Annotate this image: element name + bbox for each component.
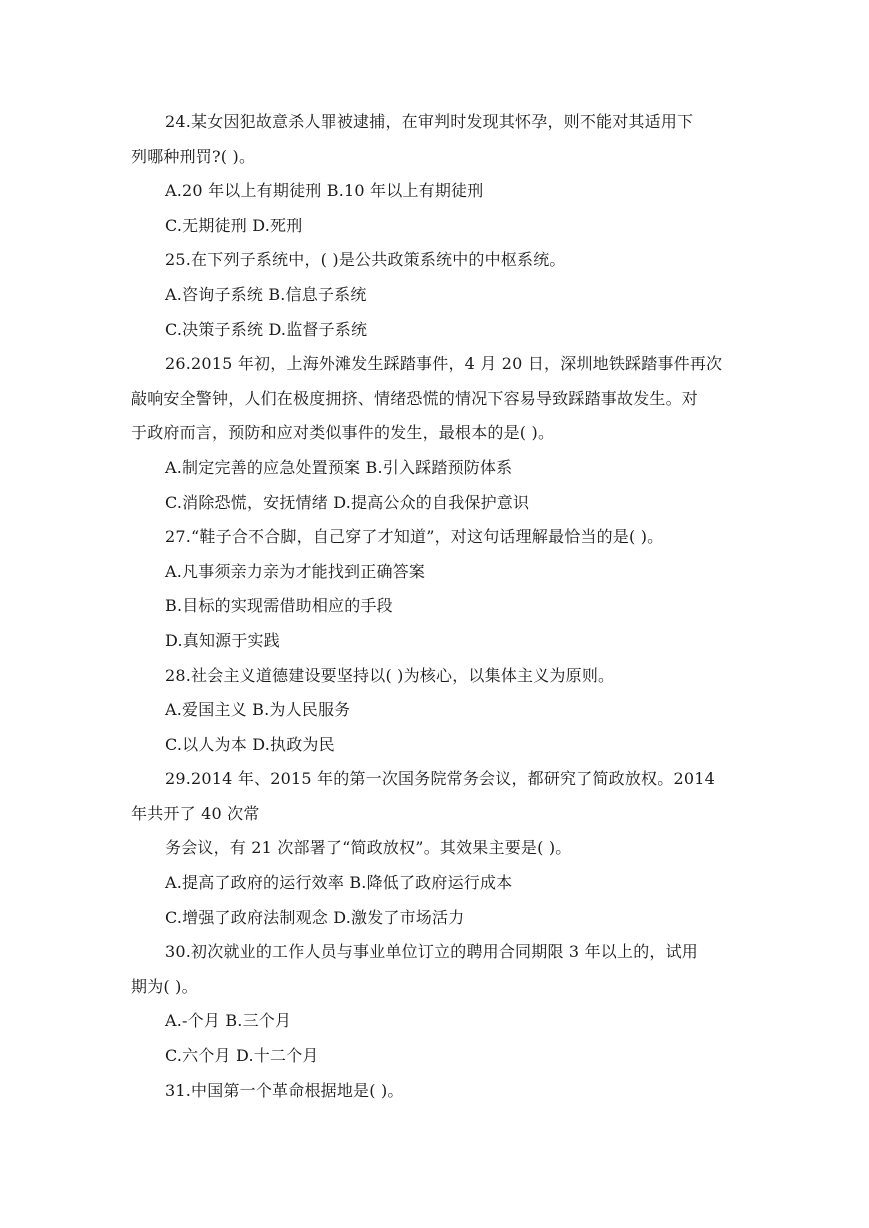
question-27-line-1: 27.“鞋子合不合脚，自己穿了才知道”，对这句话理解最恰当的是( )。 (165, 527, 664, 547)
question-26-options-cd: C.消除恐慌，安抚情绪 D.提高公众的自我保护意识 (165, 492, 530, 512)
question-25-line-1: 25.在下列子系统中，( )是公共政策系统中的中枢系统。 (165, 250, 566, 270)
question-28-options-ab: A.爱国主义 B.为人民服务 (165, 700, 351, 720)
question-26-line-1: 26.2015 年初，上海外滩发生踩踏事件，4 月 20 日，深圳地铁踩踏事件再次 (165, 354, 723, 374)
question-29-options-ab: A.提高了政府的运行效率 B.降低了政府运行成本 (165, 873, 513, 893)
question-24-options-ab: A.20 年以上有期徒刑 B.10 年以上有期徒刑 (165, 181, 484, 201)
question-25-options-cd: C.决策子系统 D.监督子系统 (165, 319, 368, 339)
question-30-options-ab: A.-个月 B.三个月 (165, 1011, 292, 1031)
question-26-line-2: 敲响安全警钟，人们在极度拥挤、情绪恐慌的情况下容易导致踩踏事故发生。对 (131, 388, 699, 408)
question-29-line-2: 年共开了 40 次常 (131, 803, 260, 823)
question-30-line-2: 期为( )。 (131, 976, 198, 996)
question-29-line-1: 29.2014 年、2015 年的第一次国务院常务会议，都研究了简政放权。2014 (165, 769, 715, 789)
question-28-options-cd: C.以人为本 D.执政为民 (165, 734, 335, 754)
question-24-line-2: 列哪种刑罚?( )。 (131, 146, 256, 166)
question-27-option-d: D.真知源于实践 (165, 630, 280, 650)
question-26-line-3: 于政府而言，预防和应对类似事件的发生，最根本的是( )。 (131, 423, 555, 443)
question-31-line-1: 31.中国第一个革命根据地是( )。 (165, 1080, 404, 1100)
question-27-option-a: A.凡事须亲力亲为才能找到正确答案 (165, 561, 426, 581)
question-29-line-3: 务会议，有 21 次部署了“简政放权”。其效果主要是( )。 (165, 838, 572, 858)
document-body (131, 105, 741, 1108)
question-30-line-1: 30.初次就业的工作人员与事业单位订立的聘用合同期限 3 年以上的，试用 (165, 942, 698, 962)
question-27-option-b: B.目标的实现需借助相应的手段 (165, 596, 393, 616)
question-26-options-ab: A.制定完善的应急处置预案 B.引入踩踏预防体系 (165, 457, 513, 477)
question-25-options-ab: A.咨询子系统 B.信息子系统 (165, 284, 367, 304)
question-28-line-1: 28.社会主义道德建设要坚持以( )为核心，以集体主义为原则。 (165, 665, 615, 685)
question-29-options-cd: C.增强了政府法制观念 D.激发了市场活力 (165, 907, 465, 927)
question-24-line-1: 24.某女因犯故意杀人罪被逮捕，在审判时发现其怀孕，则不能对其适用下 (165, 112, 694, 131)
question-24-options-cd: C.无期徒刑 D.死刑 (165, 215, 303, 235)
question-30-options-cd: C.六个月 D.十二个月 (165, 1046, 319, 1066)
